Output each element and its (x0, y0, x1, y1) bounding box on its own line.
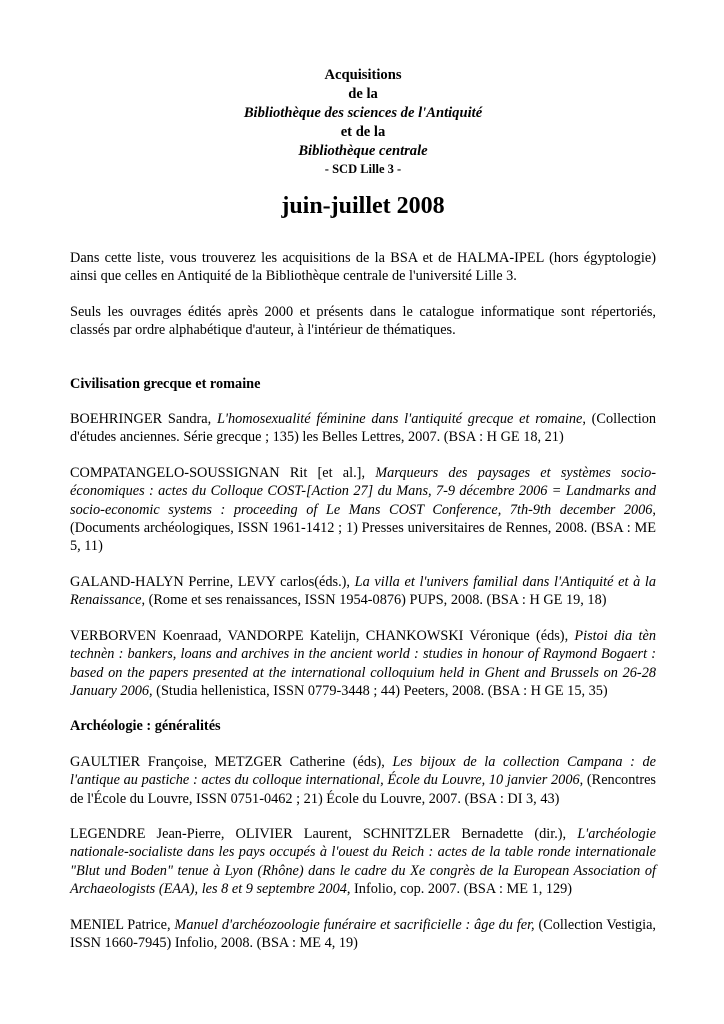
entry-verborven (70, 627, 656, 701)
entry-author: MENIEL Patrice, (70, 916, 175, 933)
entry-details: , (Collection d'études anciennes. Série grecque ; 135) les Belles Lettres, 2007. (BSA : H GE 18, 21) (70, 411, 656, 446)
intro-paragraph-2: Seuls les ouvrages édités après 2000 et présents dans le catalogue informatique sont répertoriés, classés par ordre alphabétique d'auteur, à l'intérieur de thématiques. (70, 303, 656, 339)
entry-details: , (Rome et ses renaissances, ISSN 1954-0876) PUPS, 2008. (BSA : H GE 19, 18) (141, 592, 607, 609)
entry-title: La villa et l'univers familial dans l'Antiquité et à la Renaissance (70, 573, 657, 609)
entry-legendre (70, 825, 656, 899)
header-line-de-la: de la (348, 86, 378, 102)
header-line-bsa: Bibliothèque des sciences de l'Antiquité (243, 105, 483, 121)
entry-title: L'homosexualité féminine dans l'antiquité grecque et romaine (216, 411, 583, 428)
section-heading-civilisation: Civilisation grecque et romaine (70, 375, 261, 392)
header-line-bibliotheque-centrale: Bibliothèque centrale (298, 143, 428, 159)
entry-title: Marqueurs des paysages et systèmes socio-économiques : actes du Colloque COST-[Action 27] du Mans, 7-9 décembre 2006 = Landmarks and socio-economic systems : proceeding of Le Mans COST Conference, 7th-9th december 2006 (70, 464, 656, 518)
entry-details: , (Studia hellenistica, ISSN 0779-3448 ; 44) Peeters, 2008. (BSA : H GE 15, 35) (149, 682, 608, 699)
entry-details: (Collection Vestigia, ISSN 1660-7945) Infolio, 2008. (BSA : ME 4, 19) (70, 916, 656, 951)
document-header (70, 66, 656, 178)
section-heading-archeologie: Archéologie : généralités (70, 718, 221, 735)
entry-meniel (70, 916, 656, 953)
entry-details: , (Rencontres de l'École du Louvre, ISSN 0751-0462 ; 21) École du Louvre, 2007. (BSA : DI 3, 43) (70, 772, 656, 807)
entry-title: L'archéologie nationale-socialiste dans les pays occupés à l'ouest du Reich : actes de la table ronde internationale "Blut und Boden" tenue à Lyon (Rhône) dans le cadre du Xe congrès de la European Association of Archaeologists (EAA), les 8 et 9 septembre 2004 (70, 825, 656, 898)
entry-boehringer (70, 410, 656, 447)
document-page (70, 66, 656, 952)
entry-author: LEGENDRE Jean-Pierre, OLIVIER Laurent, SCHNITZLER Bernadette (dir.), (70, 825, 578, 842)
entry-title: Manuel d'archéozoologie funéraire et sacrificielle : âge du fer, (174, 916, 535, 933)
entry-title: Pistoi dia tèn technèn : bankers, loans and archives in the ancient world : studies in honour of Raymond Bogaert : based on the papers presented at the international colloquium held in Ghent and Brussels on 26-28 January 2006 (70, 627, 656, 699)
header-line-et-de-la: et de la (340, 124, 386, 140)
entry-author: COMPATANGELO-SOUSSIGNAN Rit [et al.], (70, 464, 376, 481)
entry-details: , Infolio, cop. 2007. (BSA : ME 1, 129) (346, 881, 573, 898)
entry-author: BOEHRINGER Sandra, (70, 411, 217, 428)
entry-galand-halyn (70, 573, 656, 610)
entry-author: GAULTIER Françoise, METZGER Catherine (éds), (70, 753, 393, 770)
page-title: juin-juillet 2008 (281, 193, 445, 219)
entry-author: VERBORVEN Koenraad, VANDORPE Katelijn, CHANKOWSKI Véronique (éds), (70, 627, 575, 644)
entry-title: Les bijoux de la collection Campana : de l'antique au pastiche : actes du colloque international, École du Louvre, 10 janvier 2006 (70, 753, 656, 789)
header-line-acquisitions: Acquisitions (324, 67, 402, 83)
intro-paragraph-1: Dans cette liste, vous trouverez les acquisitions de la BSA et de HALMA-IPEL (hors égyptologie) ainsi que celles en Antiquité de la Bibliothèque centrale de l'université Lille 3. (70, 250, 656, 285)
entry-author: GALAND-HALYN Perrine, LEVY carlos(éds.), (70, 573, 355, 590)
entry-compatangelo (70, 464, 656, 556)
entry-gaultier (70, 753, 656, 808)
entry-details: , (Documents archéologiques, ISSN 1961-1412 ; 1) Presses universitaires de Rennes, 2008. (BSA : ME 5, 11) (70, 501, 656, 555)
header-line-scd: - SCD Lille 3 - (324, 162, 402, 176)
